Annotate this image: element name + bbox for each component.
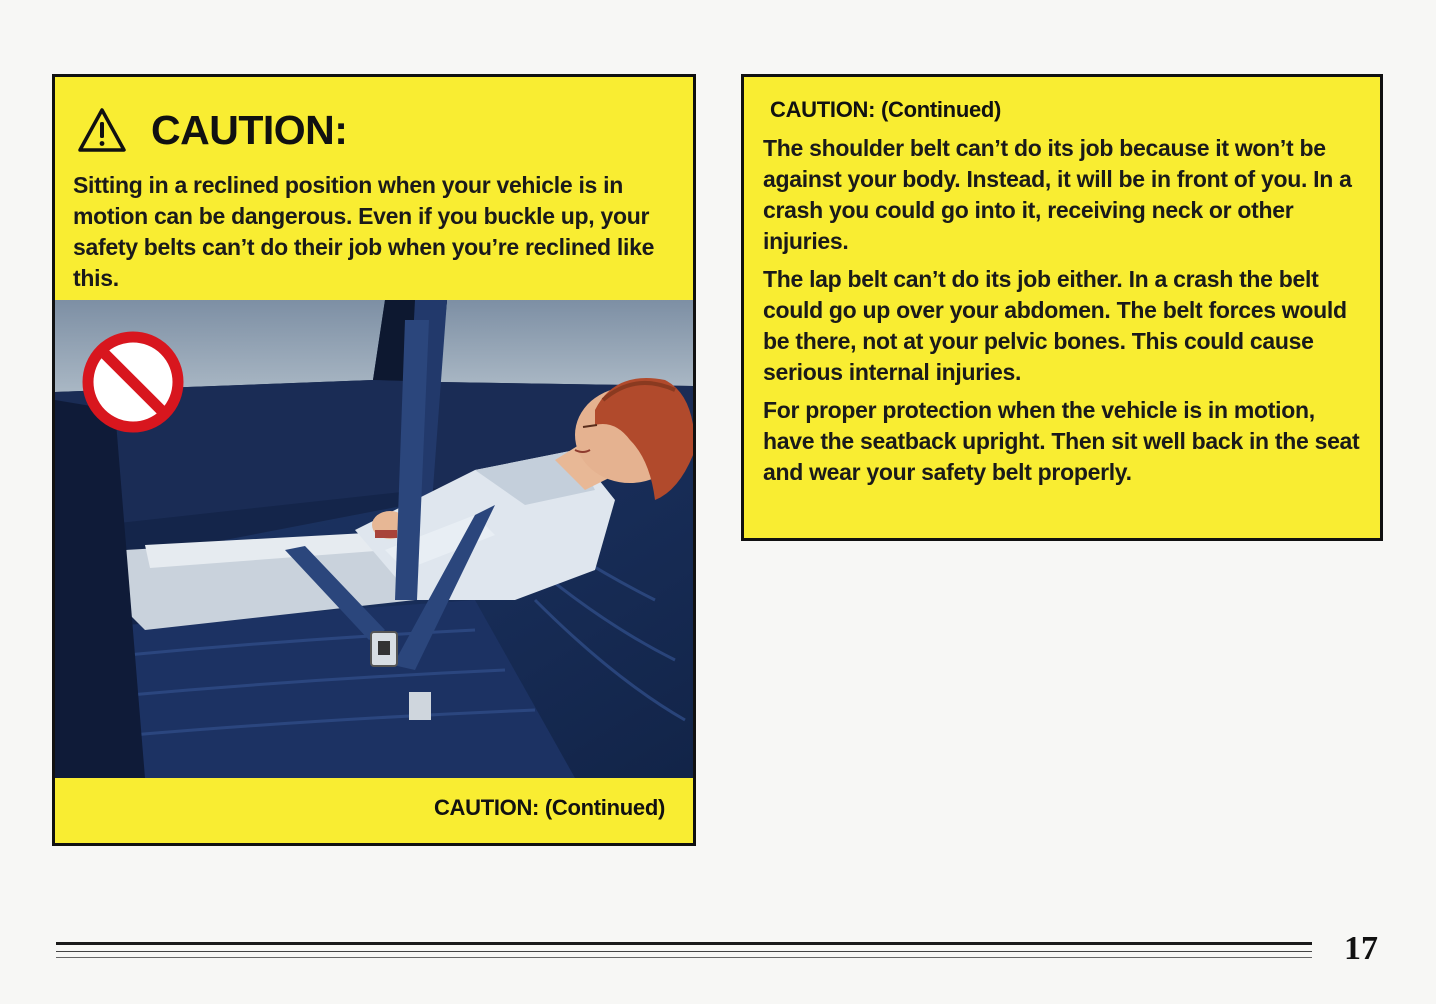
caution-intro-text: Sitting in a reclined position when your vehicle is in motion can be dangerous. Even if you buckle up, your safety belts can’t do their job when you’re reclined like this. — [73, 172, 655, 291]
caution-title: CAUTION: — [151, 106, 348, 153]
caution-paragraph-lap-belt: The lap belt can’t do its job either. In a crash the belt could go up over your abdomen. The belt forces would be there, not at your pelvic bones. This could cause serious internal injuries. — [763, 266, 1347, 385]
prohibited-sign-icon — [88, 337, 178, 427]
page-number: 17 — [1344, 930, 1378, 967]
footer-rule — [56, 942, 1312, 960]
warning-triangle-icon — [77, 107, 127, 153]
caution-continued-heading: CAUTION: (Continued) — [770, 97, 1002, 122]
caution-panel-right — [741, 74, 1383, 541]
reclined-passenger-illustration — [55, 300, 693, 778]
footer-rule-line — [56, 951, 1312, 952]
caution-continued-label: CAUTION: (Continued) — [433, 795, 665, 820]
caution-header — [77, 103, 347, 157]
footer-rule-line — [56, 957, 1312, 958]
caution-paragraph-shoulder-belt: The shoulder belt can’t do its job because it won’t be against your body. Instead, it will be in front of you. In a crash you could go into it, receiving neck or other injuries. — [763, 135, 1352, 254]
caution-paragraphs — [763, 133, 1363, 495]
caution-panel-left — [52, 74, 696, 846]
footer-rule-line — [56, 942, 1312, 945]
caution-paragraph-proper-protection: For proper protection when the vehicle is in motion, have the seatback upright. Then sit well back in the seat and wear your safety belt properly. — [763, 397, 1360, 485]
